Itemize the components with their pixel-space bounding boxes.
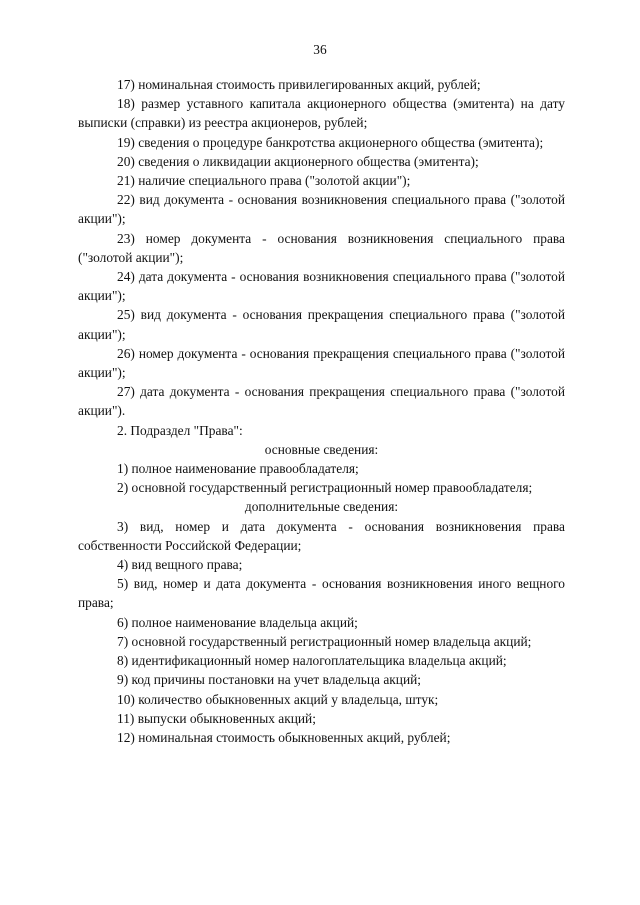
list-item: 18) размер уставного капитала акционерного общества (эмитента) на дату выписки (справки) из реестра акционеров, рублей;: [78, 96, 565, 131]
list-item: 5) вид, номер и дата документа - основания возникновения иного вещного права;: [78, 576, 565, 611]
subsection-heading: 2. Подраздел "Права":: [117, 422, 243, 438]
list-item: 23) номер документа - основания возникновения специального права ("золотой акции");: [78, 230, 565, 265]
list-item: 1) полное наименование правообладателя;: [117, 461, 359, 477]
list-item: 27) дата документа - основания прекращения специального права ("золотой акции").: [78, 384, 565, 419]
list-item: 21) наличие специального права ("золотой акции");: [117, 173, 411, 189]
list-item: 9) код причины постановки на учет владельца акций;: [117, 672, 422, 688]
list-item: 12) номинальная стоимость обыкновенных акций, рублей;: [117, 729, 451, 745]
list-item: 6) полное наименование владельца акций;: [117, 614, 358, 630]
list-item: 8) идентификационный номер налогоплательщика владельца акций;: [117, 653, 507, 669]
list-item: 20) сведения о ликвидации акционерного общества (эмитента);: [117, 153, 479, 169]
list-item: 4) вид вещного права;: [117, 557, 243, 573]
list-item: 22) вид документа - основания возникновения специального права ("золотой акции");: [78, 192, 565, 227]
page-number: 36: [313, 42, 327, 57]
list-item: 17) номинальная стоимость привилегированных акций, рублей;: [117, 77, 481, 92]
section-subtitle: основные сведения:: [264, 441, 379, 457]
document-body: [78, 75, 565, 747]
list-item: 24) дата документа - основания возникновения специального права ("золотой акции");: [78, 269, 565, 304]
list-item: 19) сведения о процедуре банкротства акционерного общества (эмитента);: [117, 134, 544, 150]
list-item: 7) основной государственный регистрационный номер владельца акций;: [117, 633, 532, 649]
list-item: 25) вид документа - основания прекращения специального права ("золотой акции");: [78, 307, 565, 342]
list-item: 2) основной государственный регистрационный номер правообладателя;: [117, 480, 533, 496]
list-item: 3) вид, номер и дата документа - основания возникновения права собственности Российской Федерации;: [78, 518, 565, 553]
section-subtitle: дополнительные сведения:: [244, 499, 399, 515]
list-item: 26) номер документа - основания прекращения специального права ("золотой акции");: [78, 345, 565, 381]
list-item: 11) выпуски обыкновенных акций;: [117, 710, 316, 726]
list-item: 10) количество обыкновенных акций у владельца, штук;: [117, 691, 439, 707]
